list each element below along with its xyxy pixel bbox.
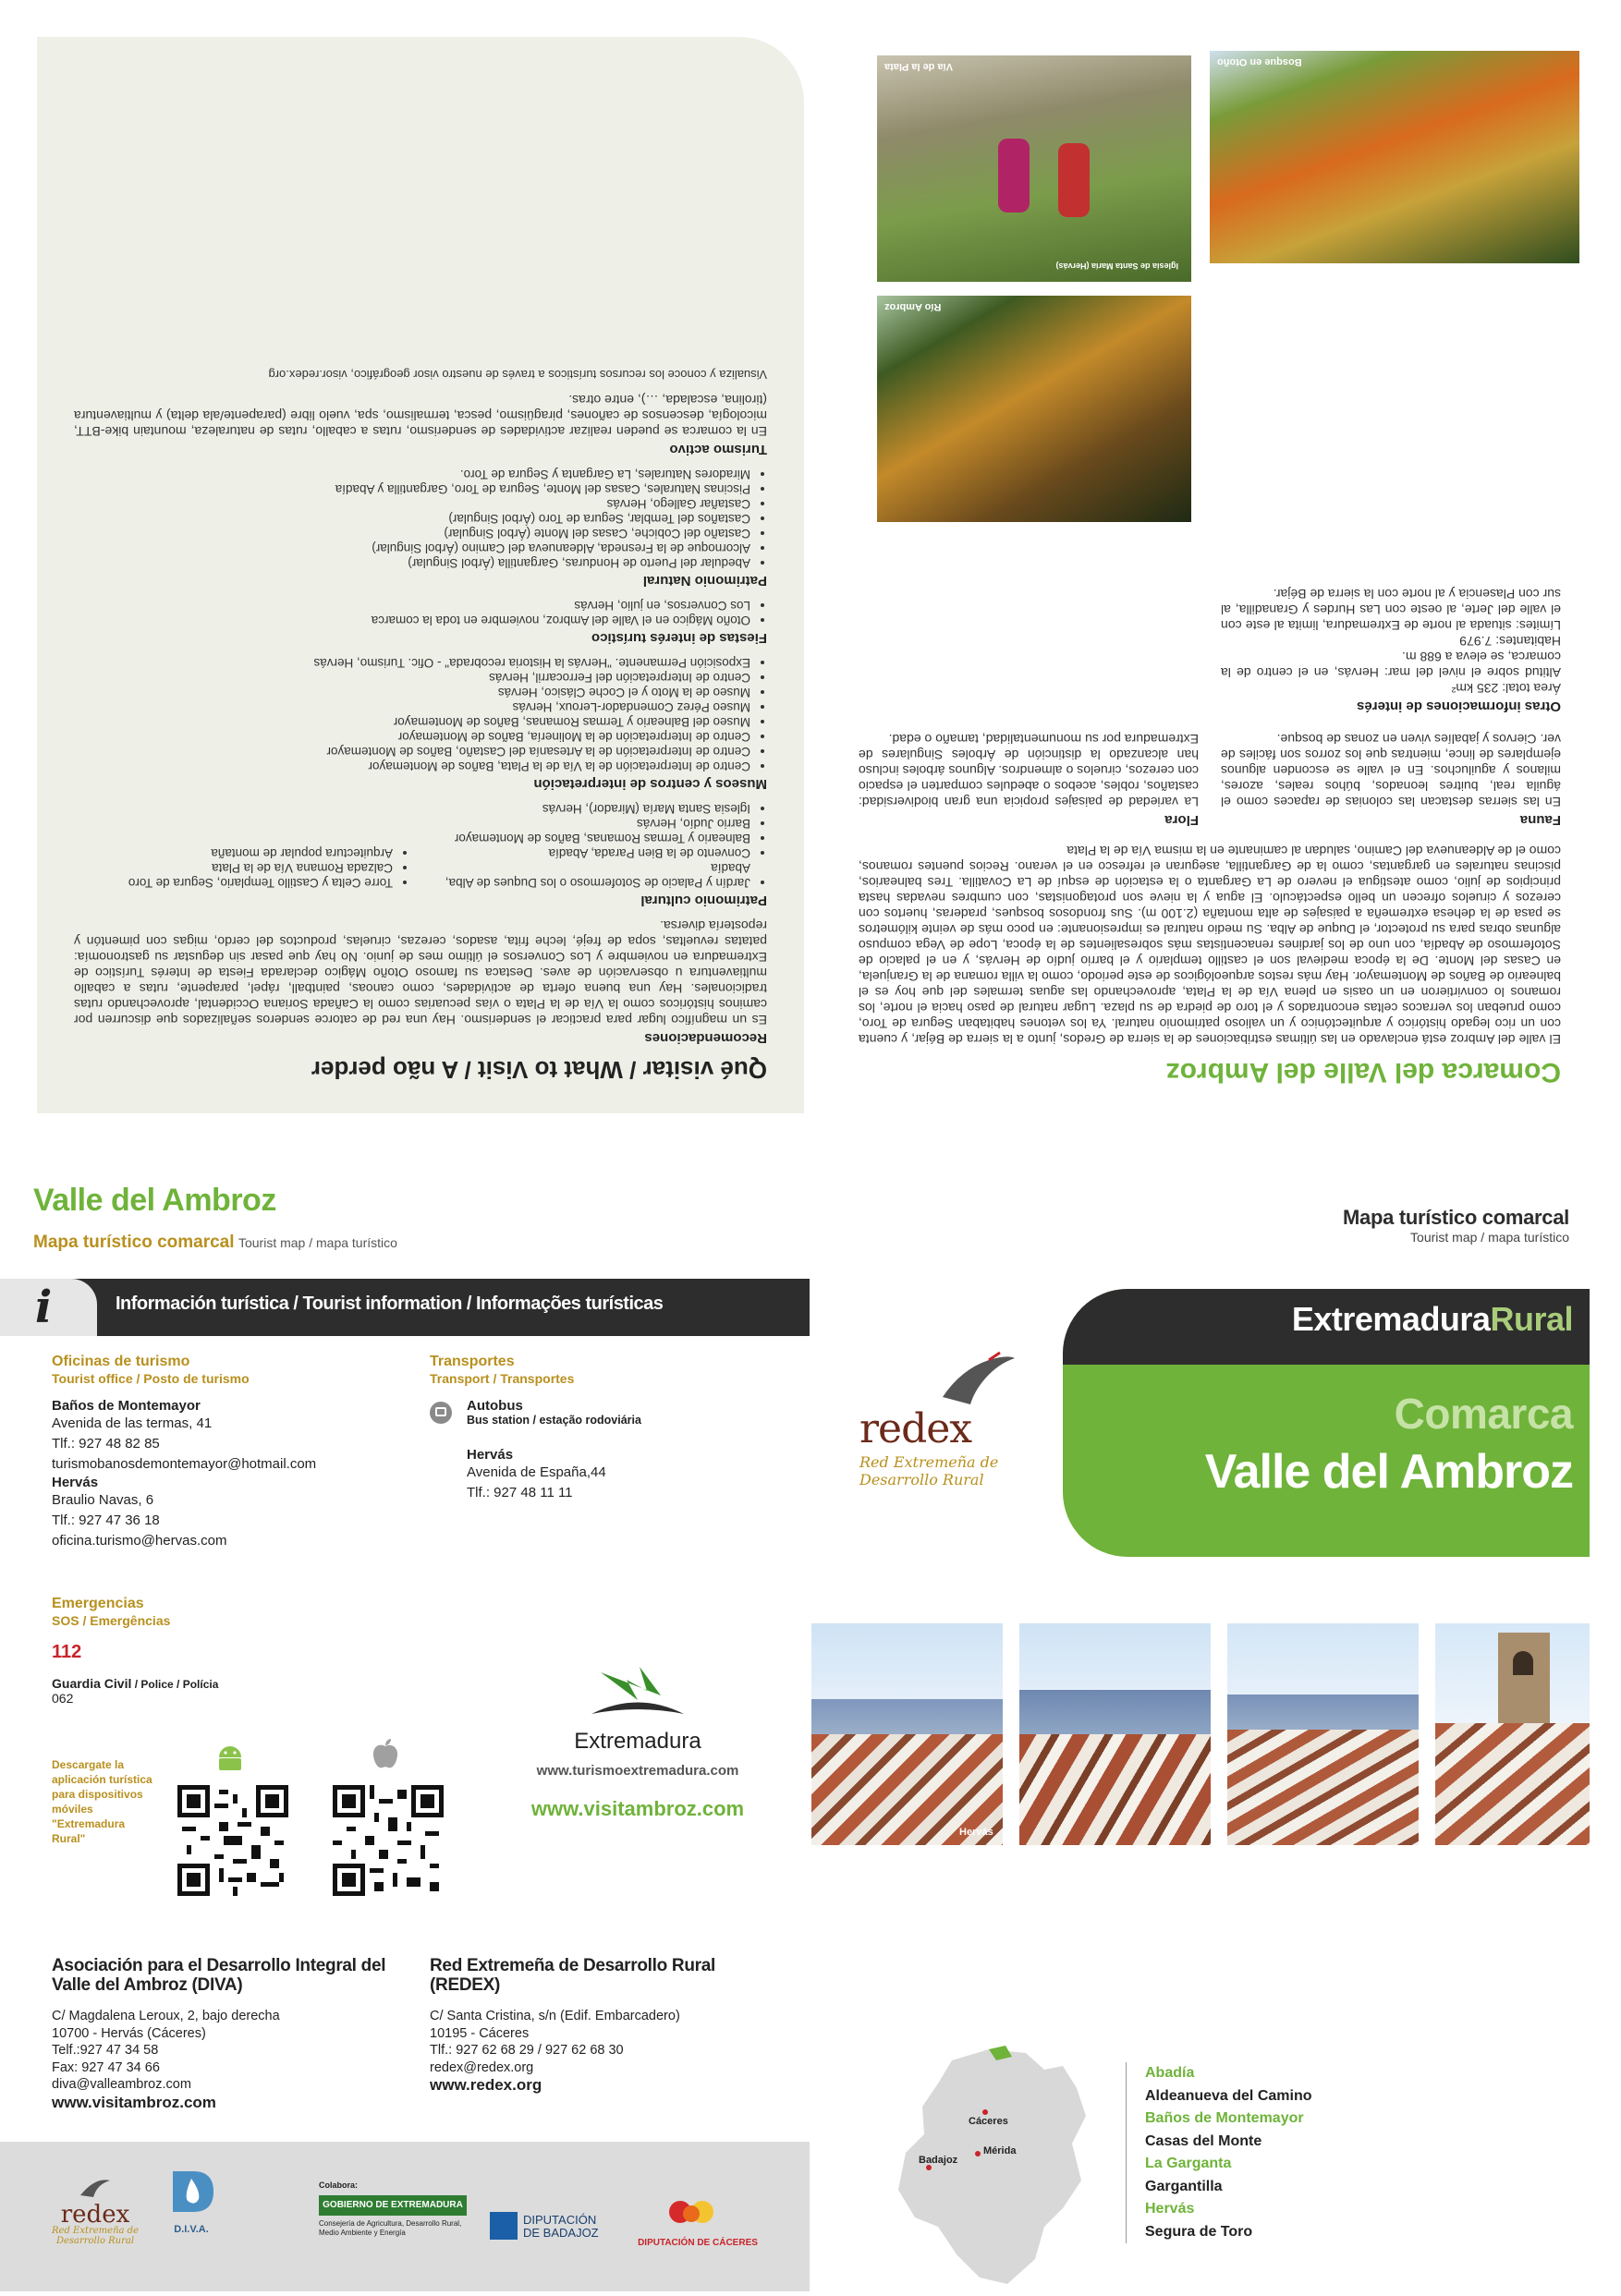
emergencias-section <box>52 1596 329 1706</box>
guardia-sub: / Police / Polícia <box>131 1678 219 1691</box>
list-item: • Los Conversos, en julio, Hervás <box>74 598 750 613</box>
gobierno-logo: GOBIERNO DE EXTREMADURA <box>319 2195 467 2216</box>
map-city-badajoz: Badajoz <box>919 2155 958 2166</box>
list-item: • Centro de Interpretación de la Vía de la Plata, Baños de Montemayor <box>74 759 750 773</box>
what-to-visit-heading: Qué visitar / What to Visit / A não perder <box>311 1056 767 1084</box>
app-line: "Extremadura <box>52 1817 126 1830</box>
info-bar-text: Información turística / Tourist information / Informações turísticas <box>116 1294 664 1314</box>
hervas-photo-4 <box>1435 1623 1590 1845</box>
list-item: • Alcornoque de la Fresneda, Aldeanueva del Camino (Árbol Singular) <box>74 541 750 555</box>
redex-logo-word: redex <box>859 1405 972 1452</box>
redex-email[interactable]: redex@redex.org <box>430 2059 534 2075</box>
photo-label: Vía de la Plata <box>884 61 953 72</box>
redex-small-line: Red Extremeña de <box>52 2226 139 2236</box>
diva-drop-icon <box>164 2164 219 2219</box>
what-to-visit-panel <box>37 37 804 1113</box>
via-de-la-plata-photo <box>877 55 1191 282</box>
stork-icon <box>933 1351 1017 1406</box>
list-item: • Castaños del Temblar, Segura de Toro (Árbol Singular) <box>74 511 750 526</box>
bus-label: Autobus <box>467 1398 523 1414</box>
diva-section <box>52 1956 403 2112</box>
bus-town: Hervás <box>467 1447 514 1463</box>
list-item: • Arquitectura popular de montaña <box>74 845 393 860</box>
flora-title: Flora <box>1164 812 1199 828</box>
app-line: aplicación turística <box>52 1773 152 1786</box>
extremadura-map-shape <box>887 2042 1100 2291</box>
transportes-subtitle: Transport / Transportes <box>430 1371 575 1386</box>
list-item: • Convento de la Bien Parada, Abadía <box>432 845 750 860</box>
otras-line: Área total: 235 km² <box>1451 681 1561 696</box>
redex-title: Red Extremeña de Desarrollo Rural (REDEX) <box>430 1956 715 1995</box>
diva-address: C/ Magdalena Leroux, 2, bajo derecha <box>52 2009 280 2023</box>
list-item: • Castañar Gallego, Hervás <box>74 496 750 511</box>
list-item: • Barrio Judío, Hervás <box>432 816 750 831</box>
redex-city: 10195 - Cáceres <box>430 2025 530 2041</box>
emergency-number: 112 <box>52 1642 82 1662</box>
valle-label: Valle del Ambroz <box>1204 1445 1573 1499</box>
list-item: • Centro de Interpretación de la Molinería, Baños de Montemayor <box>74 729 750 744</box>
extremadura-bird-icon <box>573 1663 702 1728</box>
redex-logo-line: Desarrollo Rural <box>859 1471 984 1488</box>
app-line: para dispositivos <box>52 1788 143 1801</box>
redex-web[interactable]: www.redex.org <box>430 2076 542 2094</box>
list-item: • Miradores Naturales, La Garganta y Segura de Toro. <box>74 467 750 481</box>
list-item: • Calzada Romana Vía de la Plata <box>74 860 393 875</box>
extremadura-rural-a: Extremadura <box>1291 1300 1491 1338</box>
app-line: móviles <box>52 1803 93 1816</box>
visor-note: Visualiza y conoce los recursos turísticos a través de nuestro visor geográfico, visor.redex.org <box>268 368 767 382</box>
otras-title: Otras informaciones de interés <box>1357 699 1561 714</box>
otras-line: Altitud sobre el nivel del mar: Hervás, en el centro de la comarca, se eleva a 688 m. <box>1221 650 1561 680</box>
diva-phone: Telf.:927 47 34 58 <box>52 2043 159 2058</box>
patrimonio-cultural-list-2 <box>74 845 409 890</box>
brand-subtitle-gold: Mapa turístico comarcal <box>33 1233 235 1252</box>
museos-title: Museos y centros de interpretación <box>533 776 767 792</box>
fauna-title: Fauna <box>1519 812 1561 828</box>
extremadura-map <box>887 2042 1100 2291</box>
flora-text: La variedad de paisajes propicia una gran biodiversidad: castaños, robles, acebos o abedules comparten el espacio con cerezos, ciruelos o almendros. Algunos árboles incluso han alcanzado la distinción de Árboles Singulares de Extremadura por su monumentalidad, tamaño o edad. <box>859 732 1199 809</box>
oficina-email[interactable]: turismobanosdemontemayor@hotmail.com <box>52 1456 317 1472</box>
list-item: • Torre Celta y Castillo Templario, Segura de Toro <box>74 875 393 890</box>
oficina-phone: Tlf.: 927 48 82 85 <box>52 1436 160 1452</box>
transportes-title: Transportes <box>430 1354 515 1369</box>
town-item: Baños de Montemayor <box>1145 2110 1304 2126</box>
colabora-label: Colabora: <box>319 2181 359 2190</box>
fauna-text: En las sierras destacan las colonias de rapaces como el águila real, buitres leonados, búhos reales, azores, milanos y aguiluchos. En el valle se esconden algunos ejemplares de lince, mientras que los zorros son fáciles de ver. Ciervos y jabalíes viven en zonas de bosque. <box>1221 732 1561 809</box>
list-item: • Museo de la Moto y el Coche Clásico, Hervás <box>74 685 750 699</box>
emergencias-subtitle: SOS / Emergências <box>52 1613 171 1628</box>
visitambroz-link[interactable]: www.visitambroz.com <box>530 1797 745 1820</box>
oficinas-section <box>52 1354 421 1551</box>
bus-phone: Tlf.: 927 48 11 11 <box>467 1485 573 1500</box>
brand-title: Valle del Ambroz <box>33 1183 276 1218</box>
guardia-number: 062 <box>52 1691 74 1706</box>
map-city-merida: Mérida <box>983 2145 1017 2156</box>
river-photo <box>877 296 1191 522</box>
list-item: • Centro de Interpretación de la Artesanía del Castaño, Baños de Montemayor <box>74 744 750 759</box>
list-item: • Iglesia Santa María (Mirador), Hervás <box>432 801 750 816</box>
town-item: Segura de Toro <box>1145 2223 1253 2240</box>
oficina-name: Hervás <box>52 1475 99 1490</box>
hervas-photo-3 <box>1227 1623 1419 1845</box>
comarca-intro: El valle del Ambroz está enclavado en las últimas estribaciones de la sierra de Gredos, junto a la sierra de Béjar, y cuenta con un rico legado histórico y arquitectónico y un valioso patrimonio natural. Ya los vetones habitaban Segura de Toro, como prueban los verracos celtas encontrados y el toro de piedra de su plaza. Lugar natural de paso hacia el norte, los romanos lo convirtieron en un oasis en plena Vía de la Plata, aprovechando las aguas termales del que hoy es el balneario de Baños de Montemayor. Hay más restos arqueológicos de este periodo, como la villa romana de la Granjuela, en Casas del Monte. De la época medieval son el castillo templario y el barrio judío de Hervás, y en el palacio de Sotofermoso de Abadía, con uno de los jardines renacentistas más sobresalientes de la época, Lope de Vega compuso algunas obras para su protector, el Duque de Alba. Su medio natural es impresionante: en poco más de veinte kilómetros se pasa de la dehesa extremeña a paisajes de alta montaña (2.100 m). Sus frondosos bosques, praderas, huertos con cerezos y ciruelos ofrecen un bello espectáculo. El agua y la nieve son protagonistas, con cumbres nevadas hasta principios de julio, como atestigua el nevero de La Garganta o la estación de esquí de La Covatilla. Tres balnearios, piscinas naturales en gargantas, como la de Gargantilla, aseguran el refresco en el verano. Recios puentes romanos, como el de Aldeanueva del Camino, saludan al caminante en la misma Vía de la Plata <box>859 844 1561 1047</box>
photo-caption: Iglesia de Santa María (Hervás) <box>1055 261 1178 271</box>
caceres-logo: DIPUTACIÓN DE CÁCERES <box>638 2238 758 2248</box>
recomendaciones-title: Recomendaciones <box>644 1030 767 1046</box>
list-item: • Exposición Permanente. "Hervás la Historia recobrada" - Ofic. Turismo, Hervás <box>74 655 750 670</box>
diva-email[interactable]: diva@valleambroz.com <box>52 2077 191 2092</box>
patrimonio-cultural-title: Patrimonio cultural <box>640 893 767 908</box>
fiestas-list <box>74 598 767 627</box>
diva-city: 10700 - Hervás (Cáceres) <box>52 2025 206 2041</box>
diva-title: Asociación para el Desarrollo Integral del Valle del Ambroz (DIVA) <box>52 1956 386 1995</box>
badajoz-logo: DIPUTACIÓN DE BADAJOZ <box>523 2213 599 2240</box>
turismo-activo-text: En la comarca se pueden realizar actividades de senderismo, rutas a caballo, rutas de naturaleza, mountain bike-BTT, micología, descensos de cañones, piragüismo, pesca, termalismo, spa, vuelo libre (parapente/ala delta) y multiaventura (tirolina, escalada, …), entre otras. <box>74 393 767 439</box>
autumn-forest-photo <box>1210 51 1579 263</box>
list-item: • Castaño del Cobiche, Casas del Monte (Árbol Singular) <box>74 526 750 541</box>
town-item: Casas del Monte <box>1145 2132 1262 2149</box>
redex-small-logo <box>44 2175 146 2246</box>
oficina-name: Baños de Montemayor <box>52 1398 201 1414</box>
extremadura-name: Extremadura <box>574 1729 701 1754</box>
stork-icon <box>77 2175 114 2199</box>
fiestas-title: Fiestas de interés turístico <box>591 630 767 646</box>
extremadura-rural-title <box>1292 1300 1573 1339</box>
redex-phone: Tlf.: 927 62 68 29 / 927 62 68 30 <box>430 2043 624 2058</box>
brand-subtitle <box>33 1233 397 1253</box>
transportes-section <box>430 1354 781 1503</box>
town-item: Abadía <box>1145 2065 1195 2081</box>
extremadura-logo <box>499 1663 776 1755</box>
badajoz-shield-icon <box>490 2212 518 2240</box>
bus-sub: Bus station / estação rodoviária <box>467 1414 641 1427</box>
otras-line: Habitantes: 7.979 <box>1459 634 1561 649</box>
brand-subtitle-grey: Tourist map / mapa turístico <box>238 1235 397 1250</box>
apple-icon <box>370 1737 401 1770</box>
comarca-heading: Comarca del Valle del Ambroz <box>1165 1057 1561 1087</box>
diva-web[interactable]: www.visitambroz.com <box>52 2093 216 2111</box>
app-line: Descargate la <box>52 1758 125 1771</box>
map-title-sub: Tourist map / mapa turístico <box>1410 1230 1569 1245</box>
guardia-label: Guardia Civil <box>52 1676 132 1691</box>
comarca-panel <box>831 37 1589 1113</box>
oficina-address: Braulio Navas, 6 <box>52 1492 154 1508</box>
list-item: • Museo Pérez Comendador-Leroux, Hervás <box>74 699 750 714</box>
turismo-activo-title: Turismo activo <box>669 442 767 457</box>
list-item: • Otoño Mágico en el Valle del Ambroz, noviembre en toda la comarca <box>74 613 750 627</box>
town-item: La Garganta <box>1145 2156 1232 2171</box>
turismo-extremadura-link[interactable]: www.turismoextremadura.com <box>536 1763 739 1779</box>
photo-caption: Hervás <box>959 1827 993 1838</box>
diva-logo-text: D.I.V.A. <box>174 2224 209 2235</box>
emergencias-title: Emergencias <box>52 1596 144 1611</box>
diva-logo <box>159 2164 224 2235</box>
extremadura-rural-b: Rural <box>1490 1300 1573 1338</box>
list-item: • Centro de Interpretación del Ferrocarril, Hervás <box>74 670 750 685</box>
ios-qr-code[interactable] <box>333 1785 444 1896</box>
town-item: Hervás <box>1145 2201 1195 2217</box>
museos-list <box>74 655 767 773</box>
bus-address: Avenida de España,44 <box>467 1464 606 1480</box>
town-item: Aldeanueva del Camino <box>1145 2087 1312 2104</box>
redex-small-line: Desarrollo Rural <box>55 2236 135 2246</box>
map-title <box>1343 1206 1569 1245</box>
list-item: • Balneario y Termas Romanas, Baños de Montemayor <box>432 831 750 845</box>
photo-label: Bosque en Otoño <box>1217 56 1302 67</box>
oficinas-subtitle: Tourist office / Posto de turismo <box>52 1371 250 1386</box>
list-item: • Jardín y Palacio de Sotofermoso o los Duques de Alba, Abadía <box>432 860 750 890</box>
list-item: • Museo del Balneario y Termas Romanas, Baños de Montemayor <box>74 714 750 729</box>
caceres-shield-icon <box>665 2193 717 2230</box>
recomendaciones-text: Es un magnífico lugar para practicar el senderismo. Hay una red de catorce senderos señalizados que discurren por caminos históricos como la Vía de la Plata o vías pecuarias como la Cañada Soriana Occidental, aprovechando rutas tradicionales. Hay una buena oferta de actividades, como canoas, paintball, rápel, parapente, rutas a caballo multiaventura u observación de aves. Destaca su famoso Otoño Mágico declarada Fiesta de Interés Turístico de Extremadura en noviembre y Los Conversos el último mes de junio. No hay que pasar sin degustar su gastronomía: patatas revueltas, sopa de frejé, leche frita, asados, cerezas, ciruelas, productos del cerdo, migas con pimentón y repostería diversa. <box>74 918 767 1027</box>
redex-logo-line: Red Extremeña de <box>859 1453 999 1471</box>
android-icon <box>214 1744 246 1772</box>
oficina-phone: Tlf.: 927 47 36 18 <box>52 1512 160 1528</box>
bus-icon <box>430 1402 452 1424</box>
redex-logo <box>859 1351 1026 1488</box>
comarca-label: Comarca <box>1394 1390 1573 1438</box>
oficina-email[interactable]: oficina.turismo@hervas.com <box>52 1533 227 1549</box>
hervas-photo-1 <box>811 1623 1003 1845</box>
gobierno-sub: Consejería de Agricultura, Desarrollo Rural, Medio Ambiente y Energía <box>319 2219 462 2237</box>
patrimonio-natural-list <box>74 467 767 570</box>
redex-section <box>430 1956 781 2095</box>
oficinas-title: Oficinas de turismo <box>52 1354 190 1369</box>
brochure-back-side <box>0 0 1621 1146</box>
patrimonio-cultural-list-1 <box>432 801 767 890</box>
redex-small-word: redex <box>60 2201 130 2229</box>
oficina-address: Avenida de las termas, 41 <box>52 1415 213 1431</box>
list-item: • Piscinas Naturales, Casas del Monte, Segura de Toro, Gargantilla y Abadía <box>74 481 750 496</box>
extremadura-rural-box <box>1063 1289 1590 1557</box>
patrimonio-natural-title: Patrimonio Natural <box>642 573 767 589</box>
android-qr-code[interactable] <box>177 1785 288 1896</box>
diva-fax: Fax: 927 47 34 66 <box>52 2059 160 2075</box>
list-item: • Abedular del Puerto de Honduras, Gargantilla (Árbol Singular) <box>74 555 750 570</box>
info-icon: i <box>35 1282 53 1333</box>
footer-logos <box>0 2142 810 2291</box>
map-title-main: Mapa turístico comarcal <box>1343 1206 1569 1229</box>
towns-list <box>1126 2062 1312 2243</box>
hervas-photo-2 <box>1019 1623 1211 1845</box>
town-item: Gargantilla <box>1145 2178 1223 2194</box>
app-line: Rural" <box>52 1832 86 1845</box>
otras-line: Límites: situada al norte de Extremadura, limita al este con el valle del Jerte, al oeste con Las Hurdes y Granadilla, al sur con Plasencia y al norte con la sierra de Béjar. <box>1221 587 1561 633</box>
app-download-text <box>52 1757 163 1846</box>
redex-address: C/ Santa Cristina, s/n (Edif. Embarcadero) <box>430 2009 680 2023</box>
photo-label: Río Ambroz <box>884 301 942 312</box>
map-city-caceres: Cáceres <box>969 2116 1008 2127</box>
